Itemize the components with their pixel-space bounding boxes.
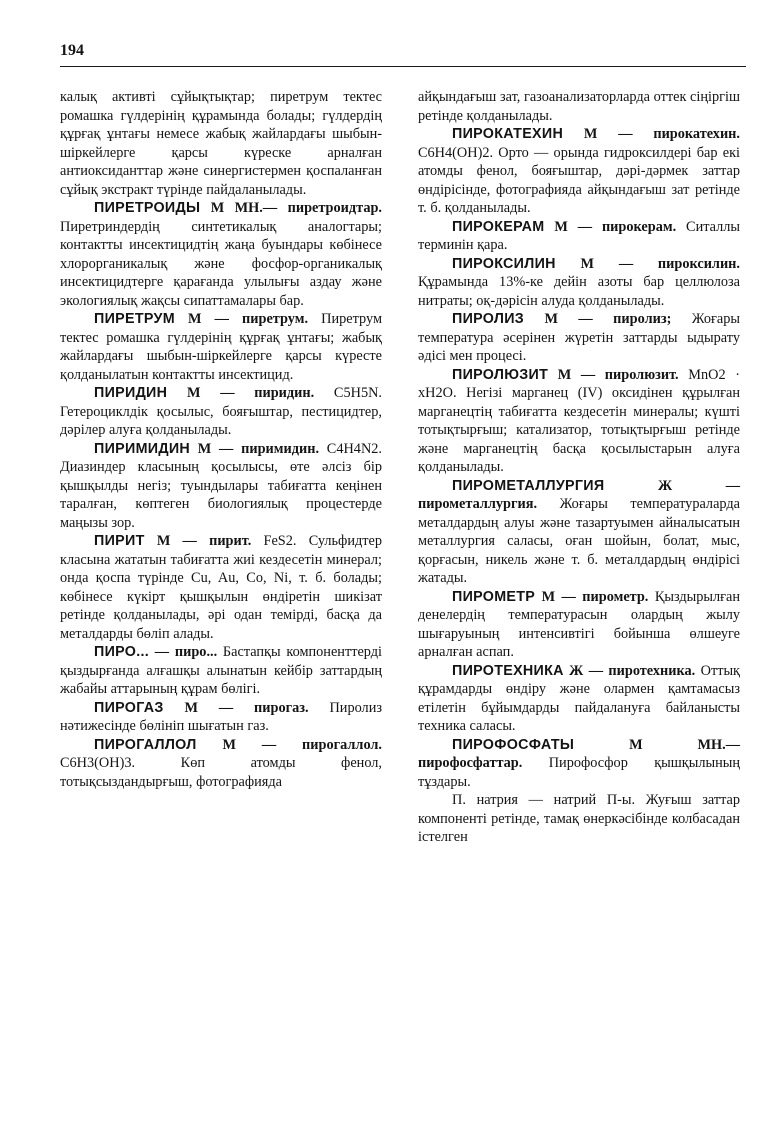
dictionary-entry	[60, 440, 382, 533]
entry-translation: пиридин.	[234, 385, 315, 401]
entry-translation: пиримидин.	[233, 440, 320, 457]
entry-text: C5H5N. Гетероциклдік қосылыс, бояғыштар, пестицидтер, дәрілер алуға қолданылады.	[60, 385, 382, 438]
entry-text: Пиретриндердің синтетикалық аналогтары; контактты инсектицидтің жаңа буындары көбінесе хлорорганикалық және фосфор-органикалық инсектицидтерге қарағанда улылығы аздау және экологиялық жақсы сипаттамалары бар.	[60, 218, 382, 309]
entry-headword: ПИРО...	[94, 644, 150, 660]
entry-translation: пирокатехин.	[632, 126, 740, 142]
dictionary-entry	[60, 384, 382, 440]
entry-translation: пиролюзит.	[595, 366, 679, 383]
left-column	[60, 88, 382, 791]
entry-headword: ПИРОТЕХНИКА	[452, 662, 564, 679]
dictionary-entry	[418, 366, 740, 477]
entry-translation: пирогаз.	[233, 699, 309, 716]
header-rule	[60, 66, 746, 67]
entry-text: FeS2. Сульфидтер класына жататын табиғатта жиі кездесетін минерал; онда қоспа түрінде Cu, Au, Co, Ni, т. б. болады; көбінесе күкірт қышқылын өндіретін шикізат ретінде қолданылады, әрі одан темірді, басқа да металдарды бөліп алады.	[60, 533, 382, 642]
dictionary-entry	[418, 736, 740, 792]
entry-text: Қыздырылған денелердің температурасын олардың жылу шығаруының интенсивтігі бойынша өлшеуге арналған аспап.	[418, 588, 740, 660]
entry-grammar: М МН.—	[574, 736, 740, 753]
dictionary-entry	[418, 310, 740, 366]
dictionary-entry	[60, 736, 382, 792]
entry-headword: ПИРИДИН	[94, 385, 168, 401]
entry-text: C4H4N2. Диазиндер класының қосылысы, өте әлсіз бір қышқылды негіз; туындылары табиғатта кеңінен таралған, көптеген биологиялық процестерде маңызы зор.	[60, 440, 383, 531]
entry-text: Оттық құрамдарды өндіру және олармен қамтамасыз етілетін бұйымдарды пайдалануға байланысты техника саласы.	[418, 662, 740, 734]
right-column	[418, 88, 740, 847]
dictionary-entry	[60, 199, 382, 310]
entry-grammar: М —	[535, 588, 576, 605]
entry-grammar: М —	[544, 218, 593, 235]
entry-grammar: М —	[563, 126, 633, 142]
entry-text: калық активті сұйықтықтар; пиретрум тектес ромашка гүлдерінің құрамында болады; гүлдердің құрғақ ұнтағы немесе жабық жайлардағы шыбын-шіркейлерге қарсы күреске арналған антиоксиданттар және синергистермен қоспаланған сұйық экстракт түрінде пайдаланылады.	[60, 89, 382, 198]
entry-grammar: М —	[196, 736, 277, 753]
entry-grammar: Ж —	[563, 662, 603, 679]
dictionary-entry	[418, 588, 740, 662]
entry-translation: пиролиз;	[592, 311, 672, 327]
entry-text: Құрамында 13%-ке дейін азоты бар целлюлоза нитраты; оқ-дәрісін алуда қолданылады.	[418, 274, 740, 309]
entry-translation: пирогаллол.	[276, 736, 382, 753]
entry-headword: ПИРОМЕТАЛЛУРГИЯ	[452, 477, 605, 494]
dictionary-entry	[418, 477, 740, 588]
entry-translation: пирофосфаттар.	[418, 755, 523, 771]
entry-translation: пирометаллургия.	[418, 496, 538, 512]
entry-translation: пиретрум.	[228, 311, 309, 327]
entry-text: MnO2 · xH2O. Негізі марганец (IV) оксидінен құрылған марганецтің табиғатта кездесетін минералы; күшті тотықтырғыш; катализатор, тотықтырғыш ретінде және марганецтің басқа қосылыстарын алуға қолданылады.	[418, 366, 740, 475]
entry-grammar: М —	[548, 366, 596, 383]
entry-headword: ПИРОКАТЕХИН	[452, 126, 564, 142]
entry-grammar: —	[149, 644, 170, 660]
entry-grammar: М —	[190, 440, 234, 457]
entry-grammar: М —	[555, 255, 634, 272]
dictionary-entry	[418, 662, 740, 736]
entry-translation: пироксилин.	[633, 255, 740, 272]
entry-text: Бастапқы компоненттерді қыздырғанда алғашқы алынатын кейбір заттардың жабайы аттарының құрам бөлігі.	[60, 644, 383, 697]
entry-headword: ПИРОФОСФАТЫ	[452, 736, 575, 753]
entry-continuation	[418, 88, 740, 125]
entry-headword: ПИРИМИДИН	[94, 440, 191, 457]
entry-headword: ПИРОЛЮЗИТ	[452, 366, 549, 383]
entry-grammar: М —	[174, 311, 229, 327]
entry-headword: ПИРОМЕТР	[452, 588, 536, 605]
entry-grammar: Ж —	[604, 477, 740, 494]
dictionary-entry	[60, 643, 382, 699]
entry-headword: ПИРОГАЛЛОЛ	[94, 736, 197, 753]
dictionary-entry	[60, 699, 382, 736]
entry-headword: ПИРИТ	[94, 533, 145, 549]
entry-headword: ПИРОГАЗ	[94, 699, 164, 716]
entry-continuation	[60, 88, 382, 199]
entry-translation: пирометр.	[575, 588, 649, 605]
entry-text: Жоғары температураларда металдардың алуы және тазартуымен айналысатын металлургия саласы, оған шойын, болат, мыс, қорғасын, никель және т. б. металдардың өндірісі жатады.	[418, 496, 740, 586]
dictionary-entry	[418, 255, 740, 311]
entry-grammar: М —	[524, 311, 593, 327]
entry-headword: ПИРЕТРУМ	[94, 311, 175, 327]
page-number: 194	[60, 42, 84, 59]
dictionary-entry	[418, 125, 740, 218]
entry-headword: ПИРОКСИЛИН	[452, 255, 556, 272]
entry-translation: пирит.	[196, 533, 252, 549]
entry-text: C6H3(OH)3. Көп атомды фенол, тотықсыздандырғыш, фотографияда	[60, 755, 382, 790]
entry-translation: пирокерам.	[592, 218, 677, 235]
entry-text: П. натрия — натрий П-ы. Жуғыш заттар компоненті ретінде, тамақ өнеркәсібінде колбасадан істелген	[418, 792, 740, 845]
dictionary-entry	[60, 310, 382, 384]
entry-text: Пирофосфор қышқылының тұздары.	[418, 755, 740, 790]
entry-translation: пиротехника.	[603, 662, 696, 679]
entry-text: Пиретрум тектес ромашка гүлдерінің құрғақ ұнтағы; жабық жайлардағы шыбын-шіркейлерге қарсы күресте қолданылатын контактты инсектицид.	[60, 311, 382, 383]
dictionary-entry	[418, 218, 740, 255]
entry-grammar: М —	[163, 699, 234, 716]
entry-text: Пиролиз нәтижесінде бөлініп шығатын газ.	[60, 699, 382, 734]
entry-headword: ПИРОЛИЗ	[452, 311, 525, 327]
entry-translation: пиро...	[169, 644, 218, 660]
entry-text: Ситаллы терминін қара.	[418, 218, 740, 253]
entry-text: C6H4(OH)2. Орто — орында гидроксилдері бар екі атомды фенол, бояғыштар, дәрі-дәрмек заттар өндірісінде, фотографияда айқындағыш зат ретінде т. б. қолданылады.	[418, 144, 740, 216]
entry-headword: ПИРЕТРОИДЫ	[94, 200, 201, 216]
entry-grammar: М —	[144, 533, 197, 549]
entry-grammar: М —	[167, 385, 235, 401]
entry-translation: пиретроидтар.	[277, 200, 382, 216]
entry-text: Жоғары температура әсерінен жүретін заттарды ыдырату әдісі мен процесі.	[418, 311, 740, 364]
sub-entry	[418, 791, 740, 847]
dictionary-entry	[60, 532, 382, 643]
entry-grammar: М МН.—	[200, 200, 278, 216]
entry-text: айқындағыш зат, газоанализаторларда оттек сіңіргіш ретінде қолданылады.	[418, 89, 740, 124]
entry-headword: ПИРОКЕРАМ	[452, 218, 545, 235]
